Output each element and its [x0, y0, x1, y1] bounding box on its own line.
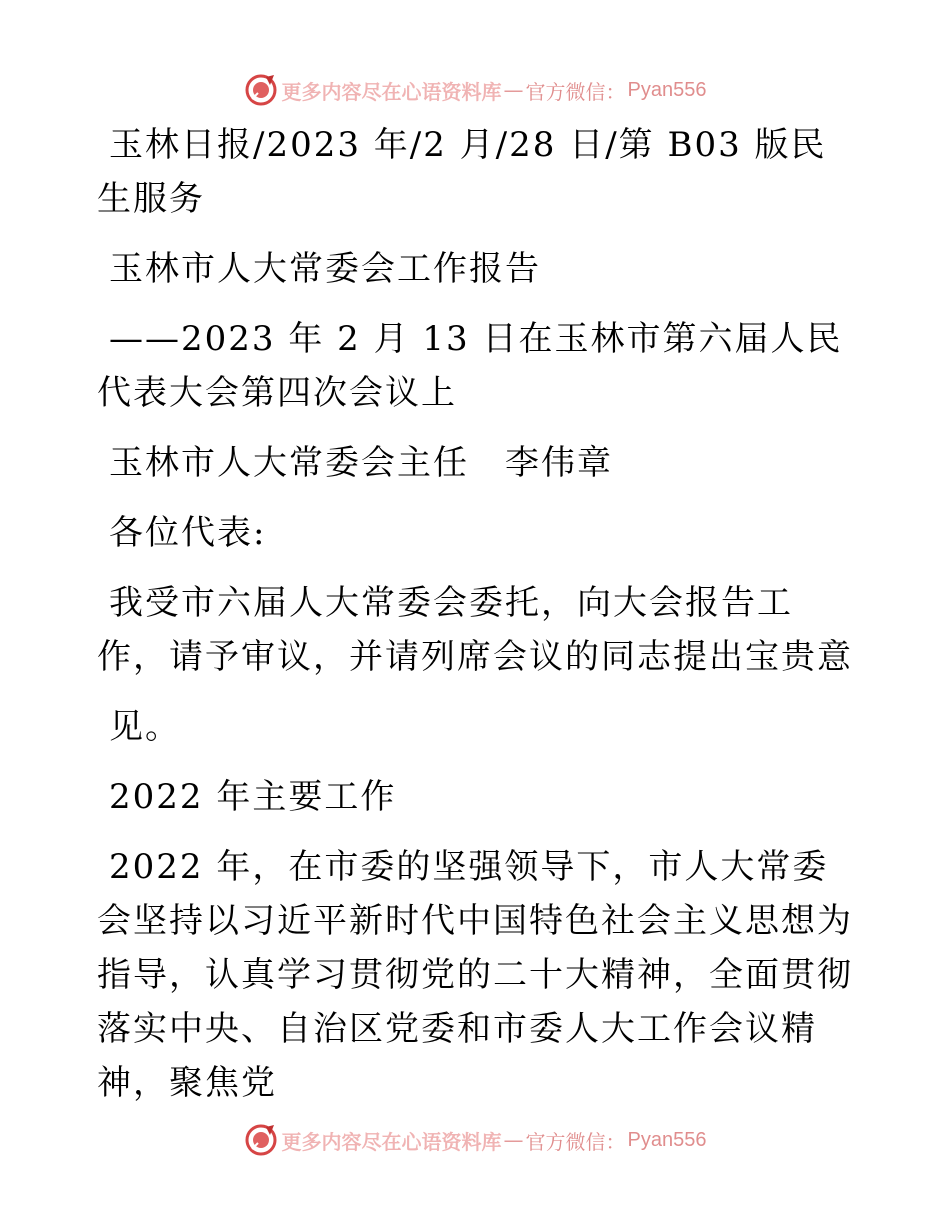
watermark-wechat-id: Pyan556: [627, 78, 707, 101]
document-body: [97, 118, 857, 1126]
paragraph-section-heading: 2022 年主要工作: [109, 777, 397, 817]
paragraph-body: 2022 年，在市委的坚强领导下，市人大常委会坚持以习近平新时代中国特色社会主义思想为指导，认真学习贯彻党的二十大精神，全面贯彻落实中央、自治区党委和市委人大工作会议精神，聚焦党: [97, 847, 853, 1103]
watermark-header: [0, 68, 950, 112]
watermark-separator: —: [503, 78, 524, 102]
paragraph-report-title: 玉林市人大常委会工作报告: [109, 249, 541, 289]
paragraph-intro: 我受市六届人大常委会委托，向大会报告工作，请予审议，并请列席会议的同志提出宝贵意: [97, 583, 853, 677]
watermark-wechat-id: Pyan556: [627, 1128, 707, 1151]
watermark-footer: [0, 1118, 950, 1162]
paragraph-source-line: 玉林日报/2023 年/2 月/28 日/第 B03 版民生服务: [97, 125, 827, 219]
paragraph-author: 玉林市人大常委会主任 李伟章: [109, 443, 613, 483]
watermark-separator: —: [503, 1128, 524, 1152]
watermark-label: 官方微信：: [525, 1129, 626, 1154]
quill-seal-icon: [244, 73, 278, 107]
quill-seal-icon: [244, 1123, 278, 1157]
paragraph-intro-end: 见。: [109, 707, 181, 747]
paragraph-salutation: 各位代表:: [109, 513, 267, 553]
paragraph-subtitle: ——2023 年 2 月 13 日在玉林市第六届人民代表大会第四次会议上: [97, 319, 843, 413]
watermark-brand-text: 更多内容尽在心语资料库: [281, 1129, 502, 1154]
watermark-brand-text: 更多内容尽在心语资料库: [281, 79, 502, 104]
watermark-label: 官方微信：: [525, 79, 626, 104]
